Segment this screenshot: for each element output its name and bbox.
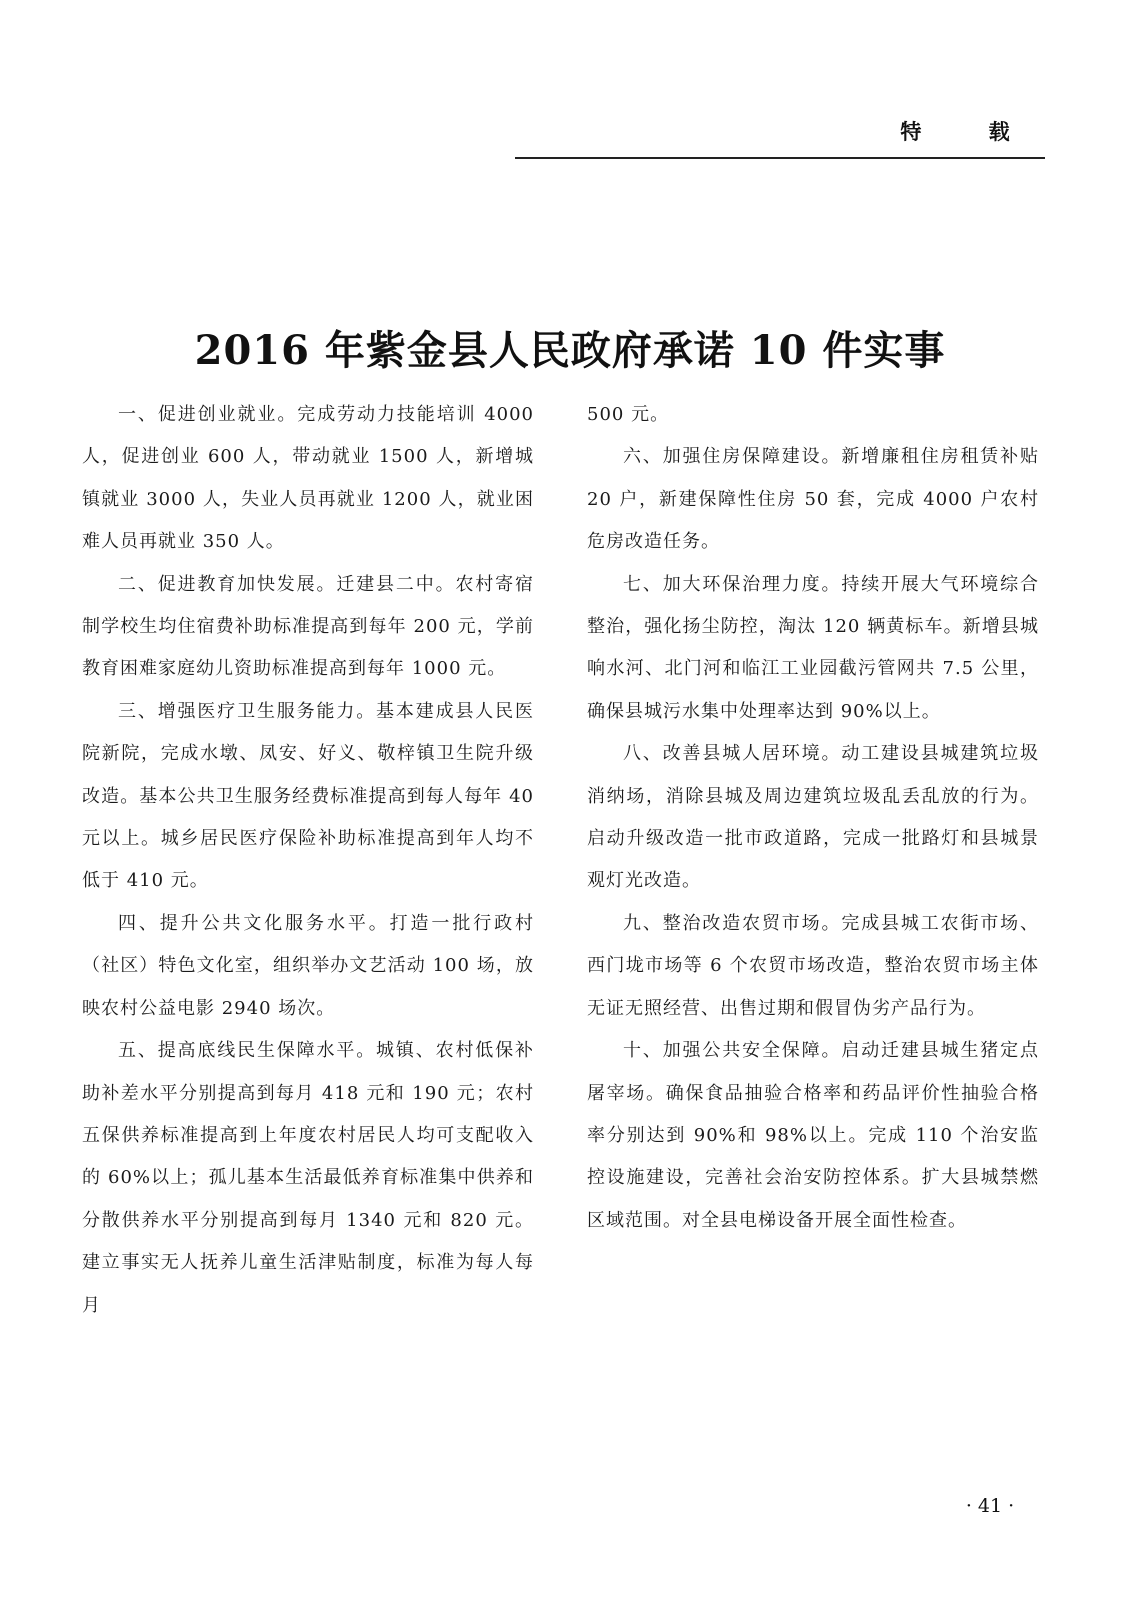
paragraph-5: 五、提高底线民生保障水平。城镇、农村低保补助补差水平分别提高到每月 418 元和 190 元；农村五保供养标准提高到上年度农村居民人均可支配收入的 60%以上；孤儿基本生活最低养育标准集中供养和分散供养水平分别提高到每月 1340 元和 820 元。建立事实无人抚养儿童生活津贴制度，标准为每人每月 <box>82 1040 534 1316</box>
paragraph-7: 七、加大环保治理力度。持续开展大气环境综合整治，强化扬尘防控，淘汰 120 辆黄标车。新增县城响水河、北门河和临江工业园截污管网共 7.5 公里，确保县城污水集中处理率达到 90%以上。 <box>587 573 1039 722</box>
paragraph-3: 三、增强医疗卫生服务能力。基本建成县人民医院新院，完成水墩、凤安、好义、敬梓镇卫生院升级改造。基本公共卫生服务经费标准提高到每人每年 40 元以上。城乡居民医疗保险补助标准提高到年人均不低于 410 元。 <box>82 700 534 892</box>
left-column <box>82 394 534 1327</box>
paragraph-8: 八、改善县城人居环境。动工建设县城建筑垃圾消纳场，消除县城及周边建筑垃圾乱丢乱放的行为。启动升级改造一批市政道路，完成一批路灯和县城景观灯光改造。 <box>587 743 1039 892</box>
section-label: 特 载 <box>900 120 1040 144</box>
page-number: · 41 · <box>965 1495 1015 1517</box>
page-title: 2016 年紫金县人民政府承诺 10 件实事 <box>194 326 946 374</box>
paragraph-4: 四、提升公共文化服务水平。打造一批行政村（社区）特色文化室，组织举办文艺活动 100 场，放映农村公益电影 2940 场次。 <box>82 912 534 1019</box>
paragraph-1: 一、促进创业就业。完成劳动力技能培训 4000 人，促进创业 600 人，带动就业 1500 人，新增城镇就业 3000 人，失业人员再就业 1200 人，就业困难人员再就业 350 人。 <box>82 404 534 553</box>
paragraph-9: 九、整治改造农贸市场。完成县城工农街市场、西门垅市场等 6 个农贸市场改造，整治农贸市场主体无证无照经营、出售过期和假冒伪劣产品行为。 <box>587 912 1039 1019</box>
paragraph-2: 二、促进教育加快发展。迁建县二中。农村寄宿制学校生均住宿费补助标准提高到每年 200 元，学前教育困难家庭幼儿资助标准提高到每年 1000 元。 <box>82 573 534 680</box>
paragraph-5-continuation: 500 元。 <box>587 404 670 425</box>
paragraph-6: 六、加强住房保障建设。新增廉租住房租赁补贴 20 户，新建保障性住房 50 套，完成 4000 户农村危房改造任务。 <box>587 446 1039 553</box>
header-rule <box>515 157 1045 159</box>
paragraph-10: 十、加强公共安全保障。启动迁建县城生猪定点屠宰场。确保食品抽验合格率和药品评价性抽验合格率分别达到 90%和 98%以上。完成 110 个治安监控设施建设，完善社会治安防控体系。扩大县城禁燃区域范围。对全县电梯设备开展全面性检查。 <box>587 1040 1039 1231</box>
right-column <box>587 394 1039 1242</box>
